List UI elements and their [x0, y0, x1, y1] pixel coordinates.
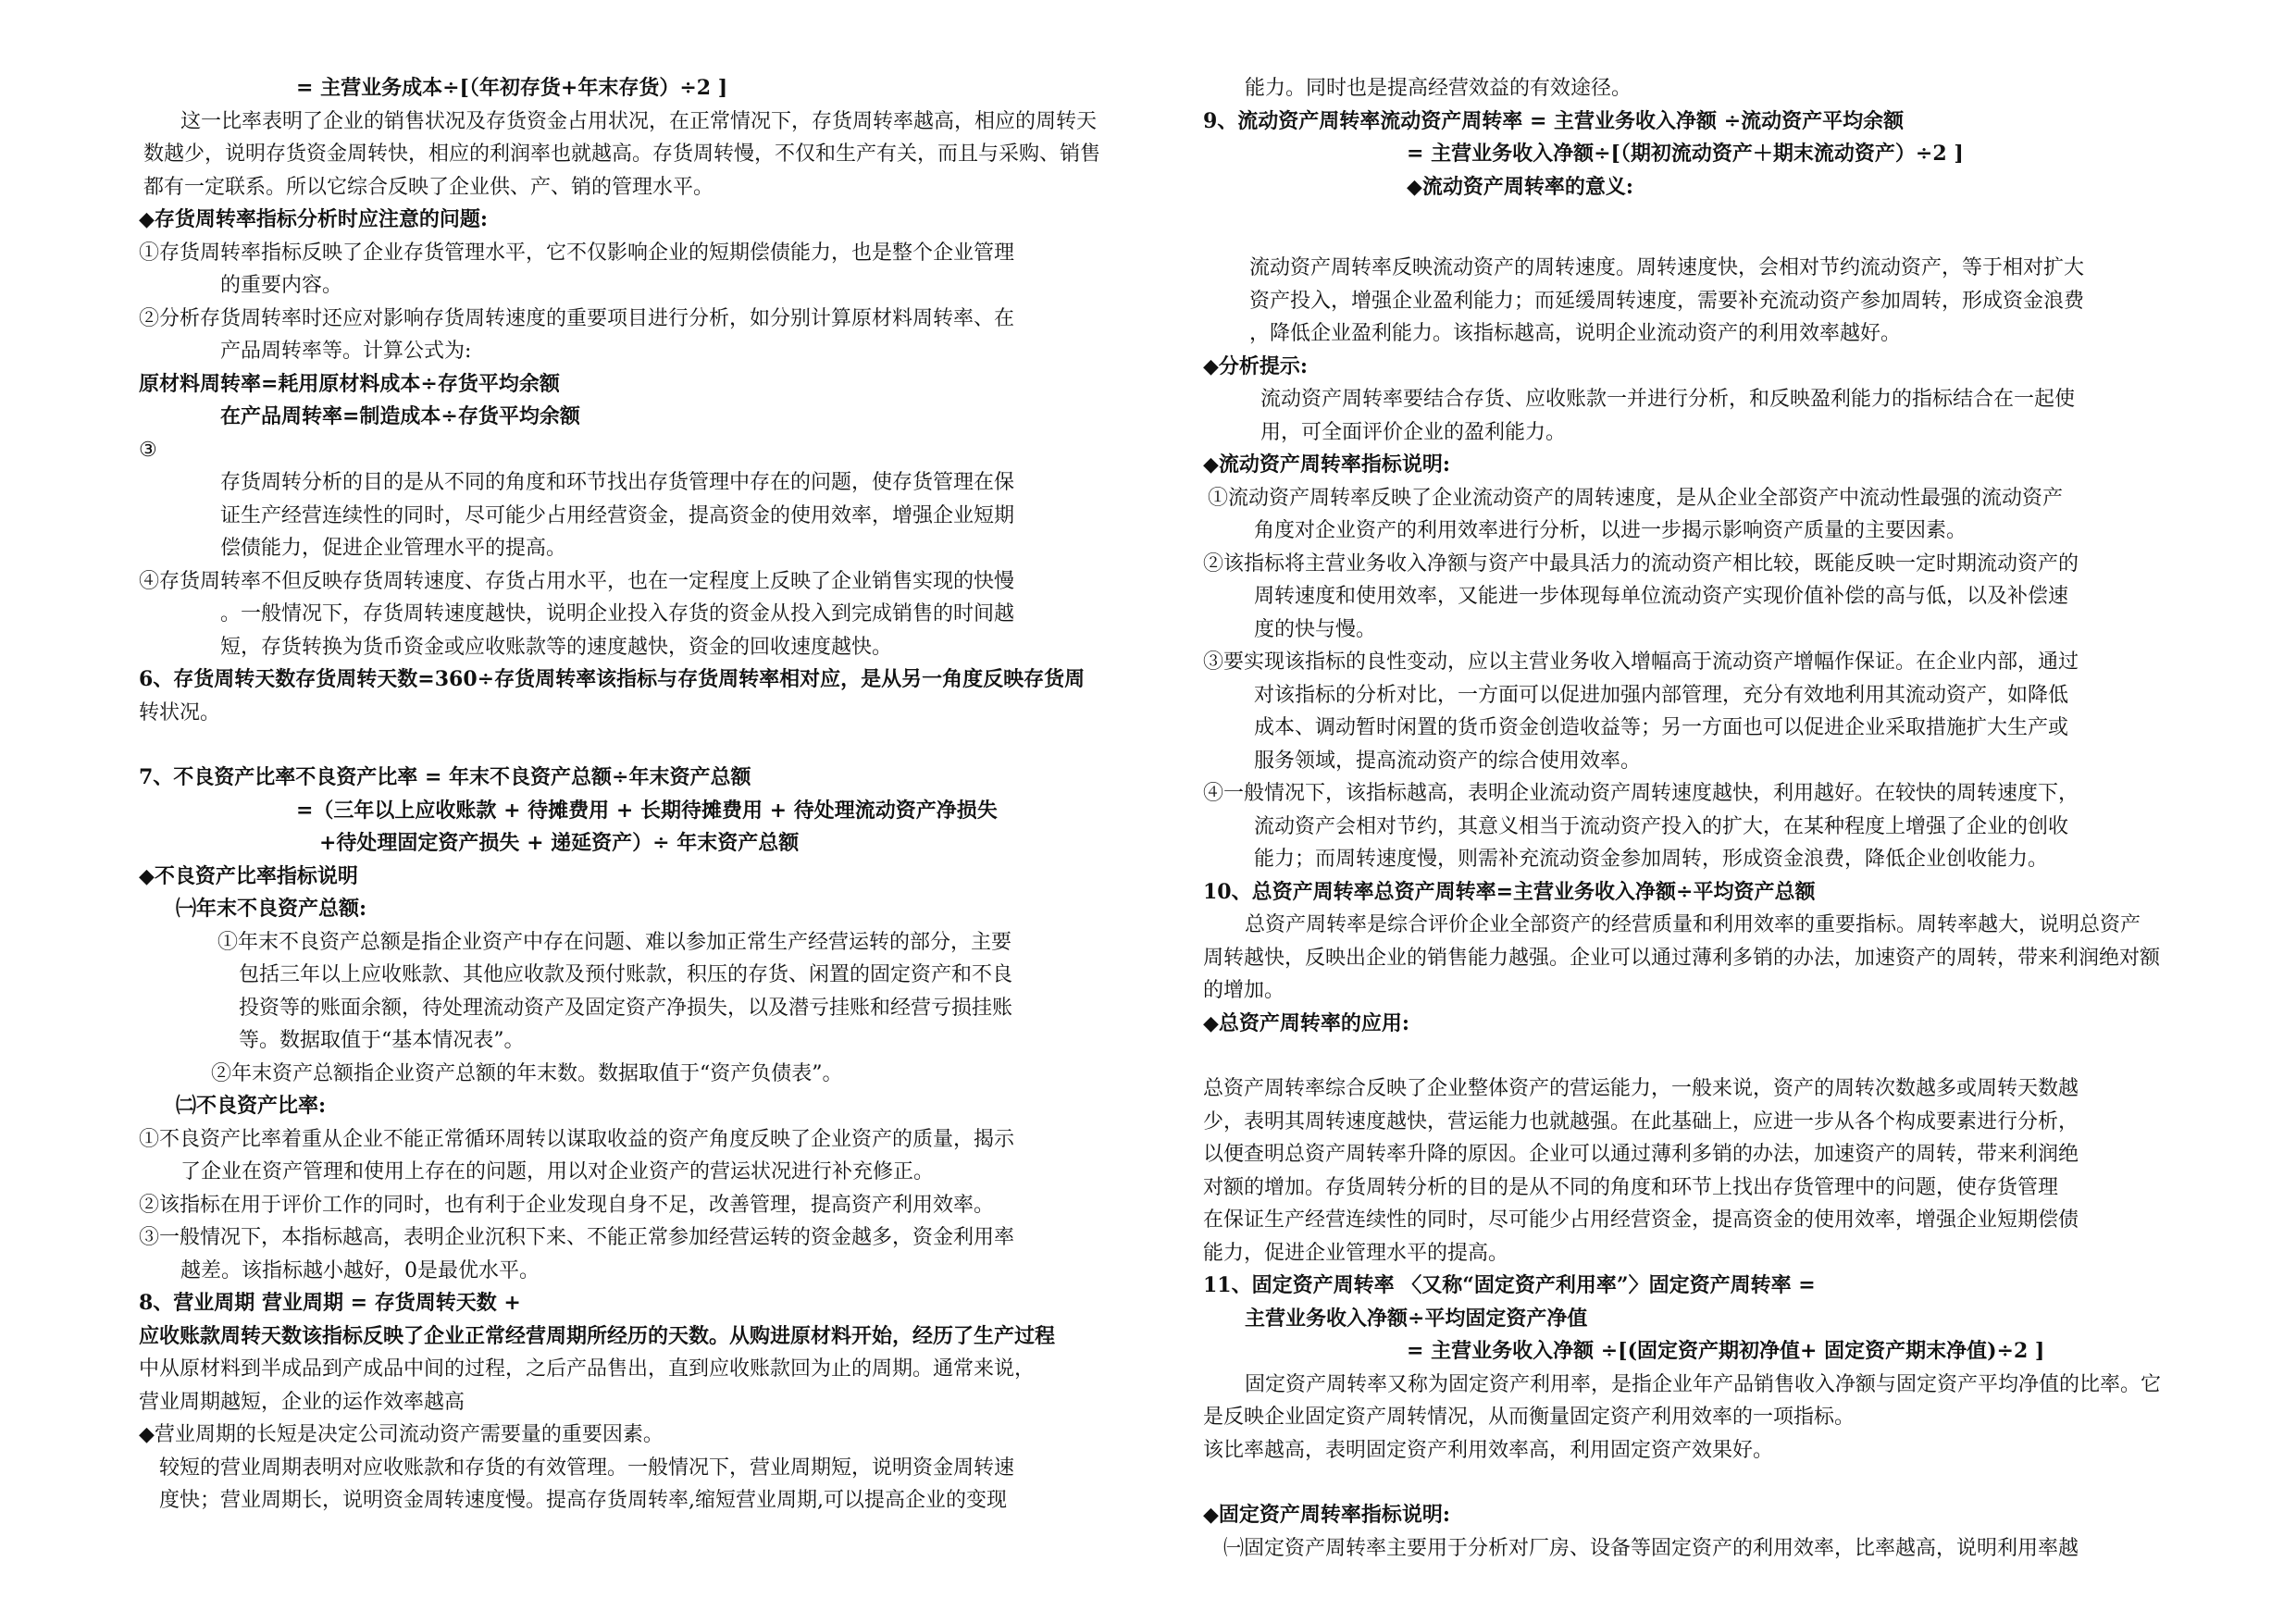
- text-line: ①年末不良资产总额是指企业资产中存在问题、难以参加正常生产经营运转的部分，主要: [217, 930, 1012, 954]
- text-line: 该比率越高，表明固定资产利用效率高，利用固定资产效果好。: [1203, 1438, 1774, 1462]
- text-line: ◆不良资产比率指标说明: [139, 863, 358, 888]
- text-line: 周转越快，反映出企业的销售能力越强。企业可以通过薄利多销的办法，加速资产的周转，带来利润绝对额: [1203, 946, 2161, 970]
- spacer: [1203, 1040, 2212, 1072]
- text-line: ②分析存货周转率时还应对影响存货周转速度的重要项目进行分析，如分别计算原材料周转率、在: [139, 306, 1015, 330]
- text-line: 固定资产周转率又称为固定资产利用率，是指企业年产品销售收入净额与固定资产平均净值的比率。它: [1245, 1372, 2162, 1396]
- text-line: 短，存货转换为货币资金或应收账款等的速度越快，资金的回收速度越快。: [220, 635, 893, 659]
- text-line: ③一般情况下，本指标越高，表明企业沉积下来、不能正常参加经营运转的资金越多，资金利用率: [139, 1226, 1015, 1249]
- text-line: 了企业在资产管理和使用上存在的问题，用以对企业资产的营运状况进行补充修正。: [180, 1160, 935, 1183]
- text-line: 投资等的账面余额，待处理流动资产及固定资产净损失，以及潜亏挂账和经营亏损挂账: [239, 996, 1013, 1020]
- text-line: 流动资产会相对节约，其意义相当于流动资产投入的扩大，在某种程度上增强了企业的创收: [1254, 814, 2069, 838]
- text-line: 在保证生产经营连续性的同时，尽可能少占用经营资金，提高资金的使用效率，增强企业短期偿债: [1203, 1208, 2079, 1232]
- text-line: ②年末资产总额指企业资产总额的年末数。数据取值于“资产负债表”。: [211, 1061, 843, 1085]
- text-line: 证生产经营连续性的同时，尽可能少占用经营资金，提高资金的使用效率，增强企业短期: [220, 503, 1015, 527]
- text-line: 能力；而周转速度慢，则需补充流动资金参加周转，形成资金浪费，降低企业创收能力。: [1254, 848, 2049, 871]
- text-line: 包括三年以上应收账款、其他应收款及预付账款，积压的存货、闲置的固定资产和不良: [239, 963, 1013, 986]
- text-line: ②该指标将主营业务收入净额与资产中最具活力的流动资产相比较，既能反映一定时期流动资产的: [1203, 551, 2079, 576]
- text-line: ②该指标在用于评价工作的同时，也有利于企业发现自身不足，改善管理，提高资产利用效率。: [139, 1193, 995, 1217]
- text-line: 对额的增加。存货周转分析的目的是从不同的角度和环节上找出存货管理中的问题，使存货管理: [1203, 1175, 2059, 1199]
- text-line: 产品周转率等。计算公式为:: [220, 340, 472, 363]
- text-line: 用，可全面评价企业的盈利能力。: [1260, 420, 1567, 444]
- text-line: 偿债能力，促进企业管理水平的提高。: [220, 537, 567, 560]
- spacer: [1203, 204, 2212, 252]
- text-line: 在产品周转率=制造成本÷存货平均余额: [220, 404, 580, 428]
- text-line: 流动资产周转率要结合存货、应收账款一并进行分析，和反映盈利能力的指标结合在一起使: [1260, 388, 2076, 411]
- text-line: 11、固定资产周转率 〈又称“固定资产利用率”〉固定资产周转率 =: [1203, 1273, 1816, 1297]
- text-line: 营业周期越短，企业的运作效率越高: [139, 1390, 465, 1414]
- text-line: 越差。该指标越小越好，0是最优水平。: [180, 1258, 540, 1282]
- text-line: 较短的营业周期表明对应收账款和存货的有效管理。一般情况下，营业周期短，说明资金周转速: [159, 1456, 1015, 1480]
- text-line: ㈠年末不良资产总额:: [176, 897, 367, 921]
- text-line: 这一比率表明了企业的销售状况及存货资金占用状况，在正常情况下，存货周转率越高，相应的周转天: [180, 109, 1098, 133]
- text-line: 资产投入，增强企业盈利能力；而延缓周转速度，需要补充流动资产参加周转，形成资金浪费: [1249, 289, 2085, 313]
- text-line: ①存货周转率指标反映了企业存货管理水平，它不仅影响企业的短期偿债能力，也是整个企业管理: [139, 241, 1015, 265]
- spacer: [1203, 1467, 2212, 1499]
- text-line: 7、不良资产比率不良资产比率 = 年末不良资产总额÷年末资产总额: [139, 765, 751, 789]
- text-line: 10、总资产周转率总资产周转率=主营业务收入净额÷平均资产总额: [1203, 879, 1816, 904]
- text-line: 总资产周转率是综合评价企业全部资产的经营质量和利用效率的重要指标。周转率越大，说明总资产: [1245, 913, 2141, 936]
- text-line: 原材料周转率=耗用原材料成本÷存货平均余额: [139, 371, 560, 396]
- text-line: 主营业务收入净额÷平均固定资产净值: [1245, 1306, 1588, 1331]
- text-line: 度的快与慢。: [1254, 617, 1377, 641]
- text-line: ①不良资产比率着重从企业不能正常循环周转以谋取收益的资产角度反映了企业资产的质量，揭示: [139, 1127, 1015, 1151]
- text-line: 。一般情况下，存货周转速度越快，说明企业投入存货的资金从投入到完成销售的时间越: [220, 602, 1015, 626]
- text-line: 能力。同时也是提高经营效益的有效途径。: [1245, 77, 1632, 100]
- text-line: 能力，促进企业管理水平的提高。: [1203, 1241, 1509, 1265]
- text-line: 的增加。: [1203, 979, 1285, 1002]
- text-line: ①流动资产周转率反映了企业流动资产的周转速度，是从企业全部资产中流动性最强的流动资产: [1208, 486, 2064, 510]
- text-line: = 主营业务成本÷[（年初存货+年末存货）÷2 ]: [296, 76, 728, 100]
- left-column: [139, 72, 1185, 1518]
- right-column: [1203, 72, 2212, 1565]
- text-line: 少，表明其周转速度越快，营运能力也就越强。在此基础上，应进一步从各个构成要素进行分析，: [1203, 1109, 2079, 1134]
- text-line: = 主营业务收入净额 ÷[(固定资产期初净值+ 固定资产期末净值)÷2 ]: [1407, 1339, 2045, 1363]
- text-line: ◆分析提示:: [1203, 353, 1309, 378]
- text-line: 度快；营业周期长，说明资金周转速度慢。提高存货周转率,缩短营业周期,可以提高企业的变现: [159, 1489, 1007, 1512]
- text-line: 存货周转分析的目的是从不同的角度和环节找出存货管理中存在的问题，使存货管理在保: [220, 471, 1015, 494]
- text-line: 对该指标的分析对比，一方面可以促进加强内部管理，充分有效地利用其流动资产，如降低: [1254, 683, 2069, 707]
- text-line: ，降低企业盈利能力。该指标越高，说明企业流动资产的利用效率越好。: [1249, 322, 1902, 345]
- text-line: ◆总资产周转率的应用:: [1203, 1010, 1410, 1035]
- text-line: 应收账款周转天数该指标反映了企业正常经营周期所经历的天数。从购进原材料开始，经历了生产过程: [139, 1323, 1056, 1348]
- text-line: 的重要内容。: [220, 274, 343, 297]
- text-line: =（三年以上应收账款 + 待摊费用 + 长期待摊费用 + 待处理流动资产净损失: [296, 798, 998, 823]
- text-line: 周转速度和使用效率，又能进一步体现每单位流动资产实现价值补偿的高与低，以及补偿速: [1254, 585, 2069, 608]
- text-line: 8、营业周期 营业周期 = 存货周转天数 +: [139, 1291, 521, 1315]
- text-line: ④存货周转率不但反映存货周转速度、存货占用水平，也在一定程度上反映了企业销售实现的快慢: [139, 569, 1015, 593]
- text-line: ◆营业周期的长短是决定公司流动资产需要量的重要因素。: [139, 1423, 664, 1446]
- text-line: +待处理固定资产损失 + 递延资产）÷ 年末资产总额: [319, 831, 800, 855]
- text-line: ㈠固定资产周转率主要用于分析对厂房、设备等固定资产的利用效率，比率越高，说明利用率越: [1223, 1536, 2079, 1560]
- text-line: 角度对企业资产的利用效率进行分析，以进一步揭示影响资产质量的主要因素。: [1254, 519, 1967, 542]
- text-line: 中从原材料到半成品到产成品中间的过程，之后产品售出，直到应收账款回为止的周期。通常来说，: [139, 1357, 1036, 1381]
- text-line: 6、存货周转天数存货周转天数=360÷存货周转率该指标与存货周转率相对应，是从另一角度反映存货周: [139, 667, 1086, 691]
- text-line: ③要实现该指标的良性变动，应以主营业务收入增幅高于流动资产增幅作保证。在企业内部，通过: [1203, 650, 2079, 674]
- text-line: 是反映企业固定资产周转情况，从而衡量固定资产利用效率的一项指标。: [1203, 1406, 1855, 1429]
- text-line: 数越少，说明存货资金周转快，相应的利润率也就越高。存货周转慢，不仅和生产有关，而且与采购、销售: [143, 142, 1101, 166]
- text-line: 成本、调动暂时闲置的货币资金创造收益等；另一方面也可以促进企业采取措施扩大生产或: [1254, 716, 2069, 739]
- text-line: 等。数据取值于“基本情况表”。: [239, 1029, 525, 1052]
- text-line: ◆固定资产周转率指标说明:: [1203, 1503, 1451, 1527]
- text-line: 以便查明总资产周转率升降的原因。企业可以通过薄利多销的办法，加速资产的周转，带来利润绝: [1203, 1143, 2079, 1166]
- text-line: = 主营业务收入净额÷[（期初流动资产＋期末流动资产）÷2 ]: [1407, 142, 1964, 166]
- text-line: ④一般情况下，该指标越高，表明企业流动资产周转速度越快，利用越好。在较快的周转速度下，: [1203, 782, 2079, 805]
- text-line: 总资产周转率综合反映了企业整体资产的营运能力，一般来说，资产的周转次数越多或周转天数越: [1203, 1077, 2079, 1100]
- text-line: 都有一定联系。所以它综合反映了企业供、产、销的管理水平。: [143, 175, 714, 199]
- text-line: 9、流动资产周转率流动资产周转率 = 主营业务收入净额 ÷流动资产平均余额: [1203, 108, 1905, 133]
- text-line: 转状况。: [139, 700, 221, 725]
- text-line: ◆流动资产周转率指标说明:: [1203, 452, 1451, 477]
- text-line: 服务领域，提高流动资产的综合使用效率。: [1254, 749, 1642, 773]
- text-line: ◆流动资产周转率的意义:: [1407, 174, 1634, 199]
- text-line: ③: [139, 438, 157, 462]
- text-line: ◆存货周转率指标分析时应注意的问题:: [139, 207, 489, 231]
- spacer: [139, 729, 1185, 762]
- text-line: ㈡不良资产比率:: [176, 1094, 327, 1118]
- text-line: 流动资产周转率反映流动资产的周转速度。周转速度快，会相对节约流动资产，等于相对扩大: [1249, 256, 2085, 279]
